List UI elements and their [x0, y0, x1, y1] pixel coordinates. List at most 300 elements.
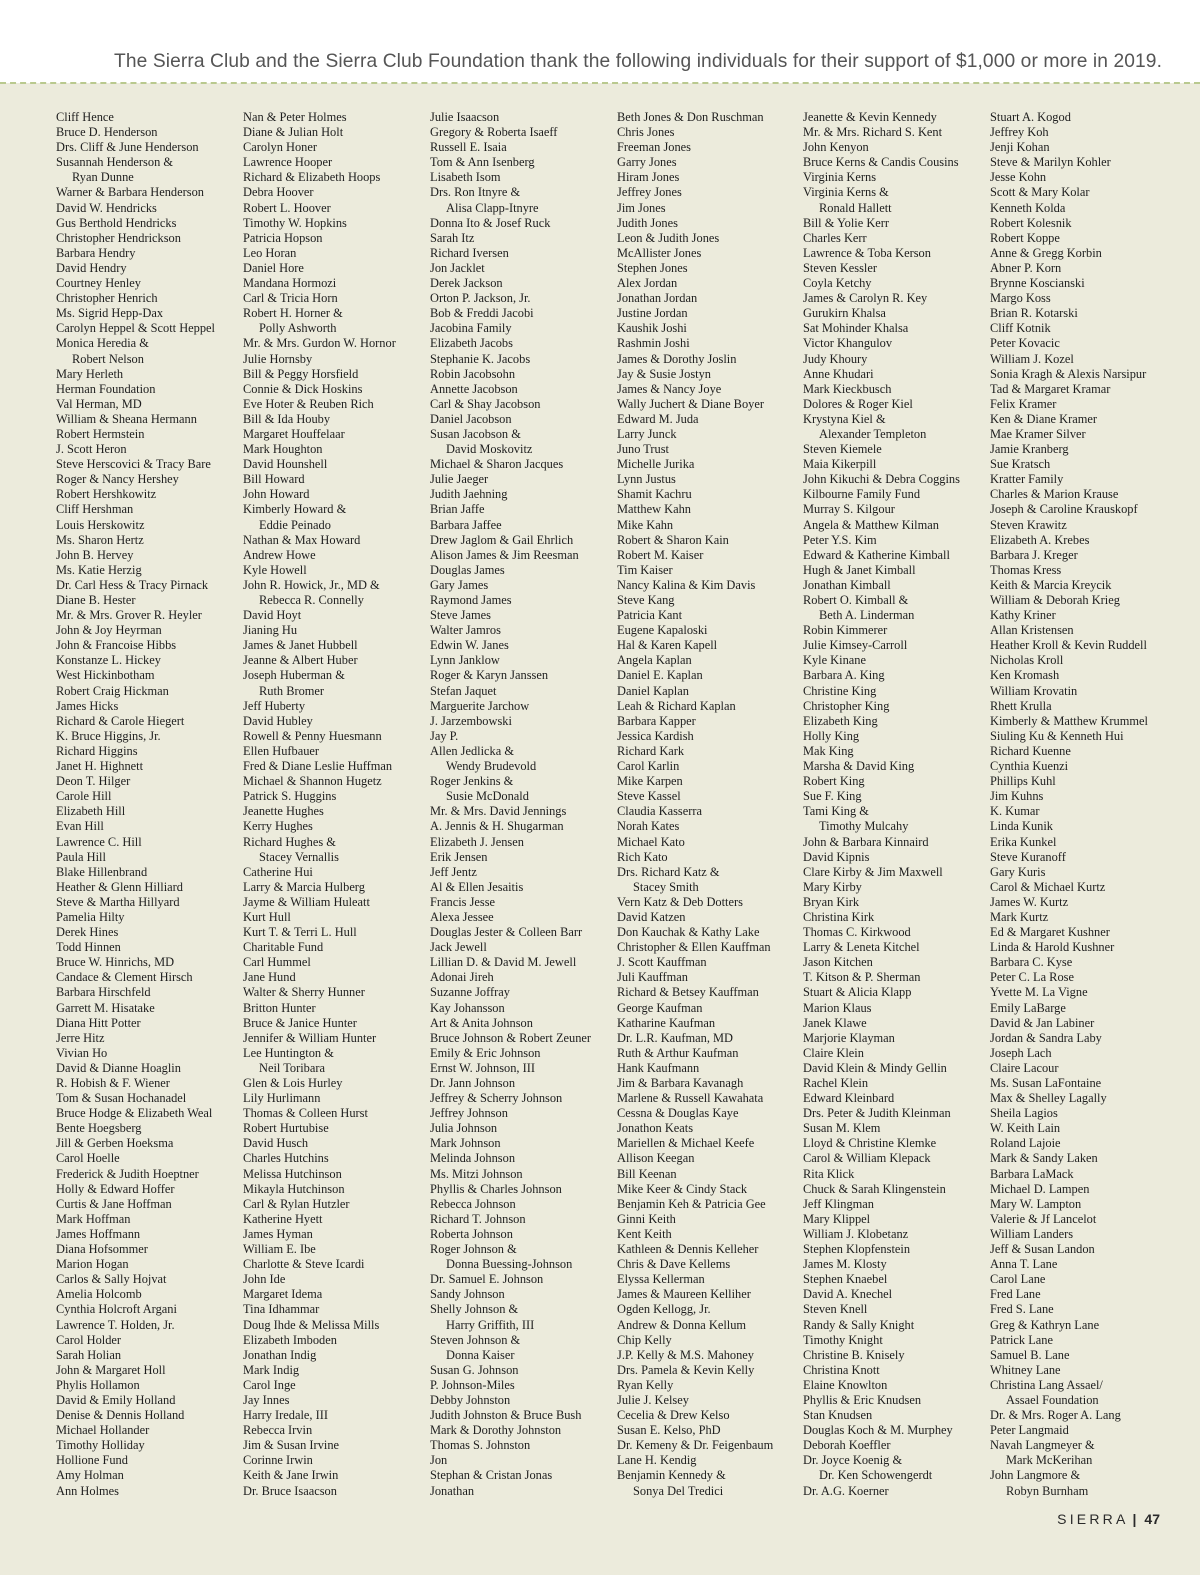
donor-name: Alex Jordan — [617, 276, 678, 291]
donor-name: Timothy Holliday — [56, 1438, 145, 1453]
donor-name: Diane & Julian Holt — [243, 125, 344, 140]
donor-name: Richard T. Johnson — [430, 1211, 526, 1226]
donor-name: Mark Johnson — [430, 1136, 501, 1151]
donor-name: Konstanze L. Hickey — [56, 653, 161, 668]
donor-name: Derek Hines — [56, 925, 119, 940]
donor-name: Jessica Kardish — [617, 728, 694, 743]
donor-name: Mr. & Mrs. Grover R. Heyler — [56, 608, 202, 623]
donor-name: Britton Hunter — [243, 1000, 316, 1015]
donor-name: Gus Berthold Hendricks — [56, 215, 177, 230]
donor-name: Marguerite Jarchow — [430, 698, 530, 713]
donor-name: Virginia Kerns — [803, 170, 877, 185]
donor-name: Roger Jenkins & — [430, 774, 514, 789]
donor-name: Lisabeth Isom — [430, 170, 501, 185]
donor-name: Blake Hillenbrand — [56, 864, 148, 879]
donor-name: Lily Hurlimann — [243, 1091, 321, 1106]
donor-name: Roger & Karyn Janssen — [430, 668, 549, 683]
donor-name: A. Jennis & H. Shugarman — [430, 819, 564, 834]
donor-name: Murray S. Kilgour — [803, 502, 895, 517]
donor-name: James & Carolyn R. Key — [803, 291, 928, 306]
donor-name: Julie Hornsby — [243, 351, 313, 366]
donor-name: Barbara Hendry — [56, 245, 136, 260]
donor-name: Susan M. Klem — [803, 1121, 881, 1136]
donor-name: Jerre Hitz — [56, 1030, 105, 1045]
donor-name: Hal & Karen Kapell — [617, 638, 718, 653]
donor-name: Brian R. Kotarski — [990, 306, 1078, 321]
donor-name: Jeffrey & Scherry Johnson — [430, 1091, 563, 1106]
donor-name: Marsha & David King — [803, 759, 915, 774]
donor-name: William J. Kozel — [990, 351, 1074, 366]
donor-name: Fred Lane — [990, 1287, 1041, 1302]
donor-name: John & Margaret Holl — [56, 1362, 166, 1377]
donor-name: Marion Hogan — [56, 1257, 129, 1272]
donor-name: Marion Klaus — [803, 1000, 872, 1015]
donor-name: Allen Jedlicka & — [430, 743, 514, 758]
donor-name: Orton P. Jackson, Jr. — [430, 291, 531, 306]
donor-column-2 — [243, 110, 396, 1499]
donor-name: Joseph Huberman & — [243, 668, 345, 683]
donor-name: Glen & Lois Hurley — [243, 1076, 343, 1090]
donor-name: Jordan & Sandra Laby — [990, 1030, 1102, 1045]
donor-name: Juno Trust — [617, 442, 670, 457]
donor-name: Joseph Lach — [990, 1045, 1052, 1060]
donor-column-3 — [430, 110, 591, 1499]
donor-name: Carl & Rylan Hutzler — [243, 1196, 350, 1211]
donor-name: Jason Kitchen — [803, 955, 873, 970]
donor-name: Diane B. Hester — [56, 593, 136, 607]
donor-name: Andrew & Donna Kellum — [617, 1317, 747, 1332]
donor-name: Kathleen & Dennis Kelleher — [617, 1242, 759, 1257]
donor-name: Thomas S. Johnston — [430, 1438, 531, 1453]
donor-name: Ms. Sharon Hertz — [56, 532, 144, 547]
donor-name: Frederick & Judith Hoeptner — [56, 1166, 199, 1181]
donor-name: Jonathan Jordan — [617, 291, 698, 306]
donor-name: Jeanne & Albert Huber — [243, 653, 358, 668]
donor-name: Sandy Johnson — [430, 1287, 505, 1302]
donor-name: Debra Hoover — [243, 185, 314, 200]
donor-name: Dr. L.R. Kaufman, MD — [617, 1030, 733, 1045]
donor-name: Jianing Hu — [243, 623, 298, 638]
donor-name: Kay Johansson — [430, 1000, 505, 1015]
donor-name: Steve & Marilyn Kohler — [990, 155, 1111, 170]
donor-name: William Landers — [990, 1226, 1074, 1241]
donor-name: Art & Anita Johnson — [430, 1015, 533, 1030]
donor-name: Michael D. Lampen — [990, 1181, 1090, 1196]
donor-name: Ruth & Arthur Kaufman — [617, 1045, 739, 1060]
donor-name: Harry Griffith, III — [446, 1317, 535, 1332]
donor-name: Mark & Sandy Laken — [990, 1151, 1098, 1166]
donor-name: Rachel Klein — [803, 1076, 869, 1090]
donor-name: Freeman Jones — [617, 140, 691, 155]
donor-name: Assael Foundation — [1006, 1392, 1099, 1407]
donor-name: Nathan & Max Howard — [243, 532, 361, 547]
donor-name: Leah & Richard Kaplan — [617, 698, 736, 713]
donor-name: Lloyd & Christine Klemke — [803, 1136, 937, 1151]
donor-name: Paula Hill — [56, 849, 106, 864]
donor-name: Leon & Judith Jones — [617, 230, 720, 245]
donor-name: Jim & Barbara Kavanagh — [617, 1076, 744, 1090]
donor-name: Ginni Keith — [617, 1211, 676, 1226]
donor-name: Diana Hitt Potter — [56, 1015, 141, 1030]
donor-name: James Hoffmann — [56, 1226, 141, 1241]
donor-name: David Moskovitz — [446, 442, 533, 457]
donor-name: Mary Kirby — [803, 879, 862, 894]
donor-name: Keith & Jane Irwin — [243, 1468, 339, 1483]
donor-name: Peter Y.S. Kim — [803, 532, 877, 547]
donor-name: Timothy Mulcahy — [819, 819, 909, 834]
donor-name: Dr. Jann Johnson — [430, 1076, 516, 1090]
donor-name: Roger & Nancy Hershey — [56, 472, 179, 487]
donor-name: Ms. Sigrid Hepp-Dax — [56, 306, 164, 321]
donor-name: Mariellen & Michael Keefe — [617, 1136, 755, 1151]
donor-name: Tom & Ann Isenberg — [430, 155, 535, 170]
donor-name: Al & Ellen Jesaitis — [430, 879, 524, 894]
donor-name: Rowell & Penny Huesmann — [243, 728, 382, 743]
donor-name: Ryan Dunne — [72, 170, 134, 185]
donor-name: Carole Hill — [56, 789, 112, 804]
donor-name: Joseph & Caroline Krauskopf — [990, 502, 1138, 517]
donor-name: Kilbourne Family Fund — [803, 487, 921, 502]
donor-name: Elizabeth Imboden — [243, 1332, 337, 1347]
donor-name: W. Keith Lain — [990, 1121, 1061, 1136]
donor-name: J.P. Kelly & M.S. Mahoney — [617, 1347, 754, 1362]
donor-name: Douglas Koch & M. Murphey — [803, 1423, 953, 1438]
donor-name: Alisa Clapp-Itnyre — [446, 200, 539, 215]
donor-name: Norah Kates — [617, 819, 680, 834]
donor-name: Richard Iversen — [430, 245, 509, 260]
donor-name: Robert Koppe — [990, 230, 1060, 245]
donor-name: Krystyna Kiel & — [803, 411, 886, 426]
page-number: 47 — [1144, 1511, 1160, 1527]
donor-name: Fred S. Lane — [990, 1302, 1054, 1317]
donor-name: Carl Hummel — [243, 955, 311, 970]
donor-name: Jeff Huberty — [243, 698, 306, 713]
donor-name: Wendy Brudevold — [446, 759, 537, 774]
donor-name: Timothy Knight — [803, 1332, 883, 1347]
donor-name: John Kenyon — [803, 140, 869, 155]
donor-name: David & Jan Labiner — [990, 1015, 1095, 1030]
page-footer — [1057, 1511, 1160, 1527]
donor-name: Susan E. Kelso, PhD — [617, 1423, 721, 1438]
donor-name: Rita Klick — [803, 1166, 855, 1181]
donor-name: Cecelia & Drew Kelso — [617, 1408, 730, 1423]
donor-name: Alison James & Jim Reesman — [430, 547, 579, 562]
donor-name: Mike Kahn — [617, 517, 674, 532]
donor-name: Carolyn Heppel & Scott Heppel — [56, 321, 215, 336]
donor-name: Chip Kelly — [617, 1332, 672, 1347]
donor-name: Bruce Hodge & Elizabeth Weal — [56, 1106, 213, 1121]
donor-name: Patrick S. Huggins — [243, 789, 337, 804]
donor-name: Jonathan Indig — [243, 1347, 317, 1362]
donor-name: Robert Craig Hickman — [56, 683, 169, 698]
donor-name: Carlos & Sally Hojvat — [56, 1272, 167, 1287]
donor-name: Mark Hoffman — [56, 1211, 131, 1226]
donor-name: David W. Hendricks — [56, 200, 157, 215]
donor-name: Mary Herleth — [56, 366, 124, 381]
donor-name: Margo Koss — [990, 291, 1051, 306]
donor-name: Dr. A.G. Koerner — [803, 1483, 889, 1498]
donor-name: Ann Holmes — [56, 1483, 119, 1498]
donor-name: David & Dianne Hoaglin — [56, 1060, 181, 1075]
donor-name: Shelly Johnson & — [430, 1302, 519, 1317]
donor-name: Corinne Irwin — [243, 1453, 313, 1468]
donor-name: Yvette M. La Vigne — [990, 985, 1088, 1000]
donor-name: Bruce Johnson & Robert Zeuner — [430, 1030, 592, 1045]
donor-name: Heather & Glenn Hilliard — [56, 879, 183, 894]
donor-name: Jesse Kohn — [990, 170, 1047, 185]
donor-name: Heather Kroll & Kevin Ruddell — [990, 638, 1147, 653]
donor-name: Elizabeth Hill — [56, 804, 126, 819]
donor-name: Russell E. Isaia — [430, 140, 507, 155]
donor-name: Bill & Ida Houby — [243, 411, 331, 426]
donor-name: Carol & William Klepack — [803, 1151, 931, 1166]
donor-name: Navah Langmeyer & — [990, 1438, 1095, 1453]
donor-name: Thomas & Colleen Hurst — [243, 1106, 368, 1121]
donor-name: David Katzen — [617, 909, 686, 924]
donor-name: Mr. & Mrs. David Jennings — [430, 804, 567, 819]
donor-name: Stephen Knaebel — [803, 1272, 888, 1287]
donor-name: Melissa Hutchinson — [243, 1166, 342, 1181]
donor-name: Jeffrey Johnson — [430, 1106, 508, 1121]
donor-name: Clare Kirby & Jim Maxwell — [803, 864, 943, 879]
donor-name: Gregory & Roberta Isaeff — [430, 125, 558, 140]
donor-name: Brynne Koscianski — [990, 276, 1085, 291]
donor-name: Eve Hoter & Reuben Rich — [243, 396, 374, 411]
donor-name: Mark Houghton — [243, 442, 323, 457]
donor-name: Patricia Kant — [617, 608, 683, 623]
donor-name: Jim & Susan Irvine — [243, 1438, 340, 1453]
donor-name: West Hickinbotham — [56, 668, 155, 683]
donor-name: Richard Hughes & — [243, 834, 336, 849]
donor-name: Roland Lajoie — [990, 1136, 1061, 1151]
donor-name: Lawrence C. Hill — [56, 834, 142, 849]
donor-name: Cliff Hence — [56, 110, 114, 124]
donor-name: Felix Kramer — [990, 396, 1057, 411]
donor-name: Janek Klawe — [803, 1015, 867, 1030]
donor-name: Bill & Peggy Horsfield — [243, 366, 359, 381]
donor-name: Amelia Holcomb — [56, 1287, 142, 1302]
donor-name: Ed & Margaret Kushner — [990, 925, 1110, 940]
donor-name: Polly Ashworth — [259, 321, 337, 336]
donor-name: John Kikuchi & Debra Coggins — [803, 472, 960, 487]
donor-name: Curtis & Jane Hoffman — [56, 1196, 172, 1211]
donor-name: John & Joy Heyrman — [56, 623, 162, 638]
donor-name: Lawrence T. Holden, Jr. — [56, 1317, 175, 1332]
donor-name: Fred & Diane Leslie Huffman — [243, 759, 393, 774]
donor-name: Neil Toribara — [259, 1060, 325, 1075]
donor-name: Courtney Henley — [56, 276, 141, 291]
donor-name: Gary James — [430, 577, 489, 592]
donor-name: Claudia Kasserra — [617, 804, 702, 819]
donor-name: Hank Kaufmann — [617, 1060, 700, 1075]
donor-name: Timothy W. Hopkins — [243, 215, 347, 230]
donor-name: Abner P. Korn — [990, 260, 1062, 275]
donor-name: Drs. Cliff & June Henderson — [56, 140, 199, 155]
donor-name: Keith & Marcia Kreycik — [990, 577, 1112, 592]
donor-name: Ken Kromash — [990, 668, 1060, 683]
donor-column-6 — [990, 110, 1148, 1499]
donor-name: Edward & Katherine Kimball — [803, 547, 950, 562]
donor-name: Elaine Knowlton — [803, 1377, 888, 1392]
donor-name: James & Janet Hubbell — [243, 638, 358, 653]
donor-name: Jay & Susie Jostyn — [617, 366, 711, 381]
donor-name: David Kipnis — [803, 849, 870, 864]
donor-name: Judith Jones — [617, 215, 678, 230]
donor-name: Richard & Carole Hiegert — [56, 713, 185, 728]
donor-name: Stacey Vernallis — [259, 849, 339, 864]
donor-name: Mary W. Lampton — [990, 1196, 1082, 1211]
donor-name: Ernst W. Johnson, III — [430, 1060, 535, 1075]
donor-name: Phyllis & Eric Knudsen — [803, 1392, 922, 1407]
donor-name: Kimberly Howard & — [243, 502, 347, 517]
donor-name: Sarah Holian — [56, 1347, 122, 1362]
donor-name: Greg & Kathryn Lane — [990, 1317, 1100, 1332]
donor-name: J. Scott Kauffman — [617, 955, 707, 970]
donor-name: Rhett Krulla — [990, 698, 1052, 713]
donor-name: Ms. Mitzi Johnson — [430, 1166, 523, 1181]
donor-name: Carol Holder — [56, 1332, 122, 1347]
donor-name: Matthew Kahn — [617, 502, 691, 517]
donor-name: Erika Kunkel — [990, 834, 1057, 849]
donor-name: Jeanette Hughes — [243, 804, 324, 819]
donor-name: Drs. Richard Katz & — [617, 864, 720, 879]
donor-name: Bruce & Janice Hunter — [243, 1015, 357, 1030]
donor-name: Jim Kuhns — [990, 789, 1044, 804]
donor-name: Dr. Ken Schowengerdt — [819, 1468, 933, 1483]
donor-name: Val Herman, MD — [56, 396, 142, 411]
donor-name: Phylis Hollamon — [56, 1377, 140, 1392]
donor-name: Donna Kaiser — [446, 1347, 515, 1362]
donor-name: Jonathan Kimball — [803, 577, 891, 592]
donor-name: Francis Jesse — [430, 894, 496, 909]
donor-name: Jacobina Family — [430, 321, 512, 336]
donor-name: Jay P. — [430, 728, 459, 743]
donor-name: James W. Kurtz — [990, 894, 1069, 909]
donor-name: Kathy Kriner — [990, 608, 1056, 623]
donor-name: Bill Howard — [243, 472, 305, 487]
donor-name: Jayme & William Huleatt — [243, 894, 370, 909]
donor-name: Mr. & Mrs. Gurdon W. Hornor — [243, 336, 396, 351]
donor-name: Mae Kramer Silver — [990, 426, 1086, 441]
donor-name: Bruce W. Hinrichs, MD — [56, 955, 175, 970]
donor-name: Benjamin Keh & Patricia Gee — [617, 1196, 766, 1211]
donor-name: Rebecca R. Connelly — [259, 593, 364, 607]
donor-name: Patrick Lane — [990, 1332, 1053, 1347]
donor-name: Allan Kristensen — [990, 623, 1074, 638]
donor-name: Richard & Betsey Kauffman — [617, 985, 759, 1000]
donor-name: William J. Klobetanz — [803, 1226, 909, 1241]
donor-name: Valerie & Jf Lancelot — [990, 1211, 1097, 1226]
donor-name: Holly & Edward Hoffer — [56, 1181, 175, 1196]
donor-name: Emily & Eric Johnson — [430, 1045, 541, 1060]
donor-name: Larry & Leneta Kitchel — [803, 940, 920, 955]
donor-name: William & Sheana Hermann — [56, 411, 197, 426]
donor-name: Maia Kikerpill — [803, 457, 877, 472]
donor-name: Mary Klippel — [803, 1211, 871, 1226]
donor-name: Bill Keenan — [617, 1166, 677, 1181]
donor-name: Jenji Kohan — [990, 140, 1050, 155]
donor-name: Tad & Margaret Kramar — [990, 381, 1111, 396]
donor-name: Garrett M. Hisatake — [56, 1000, 155, 1015]
donor-name: Robert H. Horner & — [243, 306, 343, 321]
donor-name: Gary Kuris — [990, 864, 1046, 879]
donor-column-1 — [56, 110, 215, 1499]
donor-name: Richard Kark — [617, 743, 685, 758]
donor-name: Juli Kauffman — [617, 970, 689, 985]
donor-name: Mark Kieckbusch — [803, 381, 892, 396]
donor-name: Cynthia Kuenzi — [990, 759, 1069, 774]
donor-name: Anne & Gregg Korbin — [990, 245, 1102, 260]
donor-name: Andrew Howe — [243, 547, 316, 562]
donor-name: Barbara Kapper — [617, 713, 696, 728]
donor-name: Brian Jaffe — [430, 502, 485, 517]
donor-name: Steven Kessler — [803, 260, 877, 275]
donor-name: Stephanie K. Jacobs — [430, 351, 531, 366]
donor-column-4 — [617, 110, 773, 1499]
donor-name: Bob & Freddi Jacobi — [430, 306, 534, 321]
donor-name: Steve Kuranoff — [990, 849, 1066, 864]
donor-name: Charles & Marion Krause — [990, 487, 1119, 502]
donor-name: Virginia Kerns & — [803, 185, 889, 200]
donor-name: Pamelia Hilty — [56, 909, 125, 924]
donor-name: Bente Hoegsberg — [56, 1121, 142, 1136]
donor-name: Hiram Jones — [617, 170, 680, 185]
donor-name: Richard Kuenne — [990, 743, 1071, 758]
donor-name: Raymond James — [430, 593, 512, 607]
donor-name: Jennifer & William Hunter — [243, 1030, 377, 1045]
donor-name: Robert Hermstein — [56, 426, 145, 441]
donor-name: Mark Indig — [243, 1362, 300, 1377]
donor-name: Douglas Jester & Colleen Barr — [430, 925, 583, 940]
donor-name: Robin Jacobsohn — [430, 366, 516, 381]
donor-name: David Hendry — [56, 260, 127, 275]
donor-name: Robert Kolesnik — [990, 215, 1072, 230]
donor-name: Janet H. Highnett — [56, 759, 144, 774]
donor-name: Bruce Kerns & Candis Cousins — [803, 155, 959, 170]
donor-name: Julia Johnson — [430, 1121, 498, 1136]
donor-name: Emily LaBarge — [990, 1000, 1066, 1015]
donor-name: Daniel E. Kaplan — [617, 668, 703, 683]
donor-name: Siuling Ku & Kenneth Hui — [990, 728, 1124, 743]
donor-name: David Hubley — [243, 713, 313, 728]
donor-name: Christina Kirk — [803, 909, 875, 924]
donor-name: John Langmore & — [990, 1468, 1081, 1483]
donor-name: Robyn Burnham — [1006, 1483, 1089, 1498]
donor-name: James M. Klosty — [803, 1257, 887, 1272]
donor-name: Edward M. Juda — [617, 411, 699, 426]
donor-name: Cliff Kotnik — [990, 321, 1051, 336]
donor-name: Samuel B. Lane — [990, 1347, 1070, 1362]
donor-name: Jay Innes — [243, 1392, 290, 1407]
donor-name: Charlotte & Steve Icardi — [243, 1257, 365, 1272]
donor-name: Tim Kaiser — [617, 562, 673, 577]
donor-name: Ruth Bromer — [259, 683, 325, 698]
donor-name: Bruce D. Henderson — [56, 125, 158, 140]
donor-name: Michael & Shannon Hugetz — [243, 774, 382, 789]
donor-name: Roberta Johnson — [430, 1226, 513, 1241]
donor-name: Robert O. Kimball & — [803, 593, 909, 607]
donor-name: Beth Jones & Don Ruschman — [617, 110, 764, 124]
donor-name: Edwin W. Janes — [430, 638, 509, 653]
donor-name: Beth A. Linderman — [819, 608, 915, 623]
donor-name: John & Barbara Kinnaird — [803, 834, 929, 849]
donor-name: Julie Kimsey-Carroll — [803, 638, 908, 653]
donor-name: Elizabeth J. Jensen — [430, 834, 524, 849]
donor-name: John Ide — [243, 1272, 286, 1287]
donor-name: Stephen Klopfenstein — [803, 1242, 911, 1257]
donor-name: Jill & Gerben Hoeksma — [56, 1136, 174, 1151]
donor-name: Deborah Koeffler — [803, 1438, 891, 1453]
